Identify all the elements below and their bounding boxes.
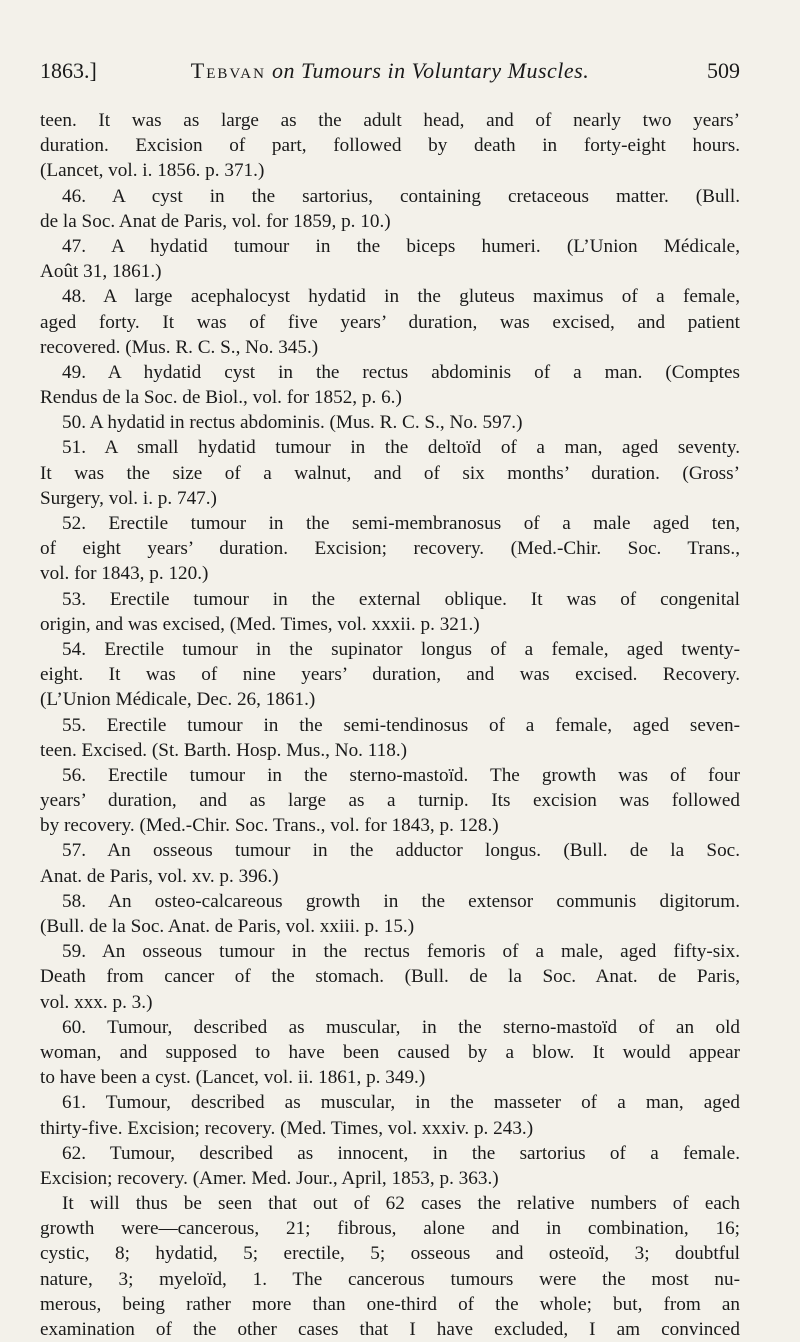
text-line: 58. An osteo-calcareous growth in the extensor communis digitorum. bbox=[62, 890, 740, 912]
text-line: woman, and supposed to have been caused by a blow. It would appear bbox=[40, 1041, 740, 1063]
text-line: merous, being rather more than one-third of the whole; but, from an bbox=[40, 1293, 740, 1315]
text-line: 51. A small hydatid tumour in the deltoïd of a man, aged seventy. bbox=[62, 437, 740, 459]
text-line: 50. A hydatid in rectus abdominis. (Mus. R. C. S., No. 597.) bbox=[62, 412, 523, 434]
text-line: nature, 3; myeloïd, 1. The cancerous tumours were the most nu- bbox=[40, 1268, 740, 1290]
text-line: thirty-five. Excision; recovery. (Med. Times, vol. xxxiv. p. 243.) bbox=[40, 1117, 534, 1139]
text-line: 57. An osseous tumour in the adductor longus. (Bull. de la Soc. bbox=[62, 840, 740, 862]
text-line: Anat. de Paris, vol. xv. p. 396.) bbox=[40, 865, 279, 887]
text-line: eight. It was of nine years’ duration, and was excised. Recovery. bbox=[40, 664, 740, 686]
text-line: 47. A hydatid tumour in the biceps humeri. (L’Union Médicale, bbox=[62, 235, 740, 257]
text-line: cystic, 8; hydatid, 5; erectile, 5; osseous and osteoïd, 3; doubtful bbox=[40, 1243, 740, 1265]
text-line: (Lancet, vol. i. 1856. p. 371.) bbox=[40, 160, 265, 182]
text-line: growth were—cancerous, 21; fibrous, alone and in combination, 16; bbox=[40, 1218, 740, 1240]
text-line: 62. Tumour, described as innocent, in the sartorius of a female. bbox=[62, 1142, 740, 1164]
text-line: 59. An osseous tumour in the rectus femoris of a male, aged fifty-six. bbox=[62, 941, 740, 963]
header-title bbox=[40, 58, 740, 84]
text-line: 53. Erectile tumour in the external oblique. It was of congenital bbox=[62, 588, 740, 610]
header-title-text: on Tumours in Voluntary Muscles. bbox=[265, 58, 590, 83]
text-line: teen. Excised. (St. Barth. Hosp. Mus., No. 118.) bbox=[40, 739, 408, 761]
text-line: by recovery. (Med.-Chir. Soc. Trans., vol. for 1843, p. 128.) bbox=[40, 815, 499, 837]
text-line: Surgery, vol. i. p. 747.) bbox=[40, 487, 217, 509]
text-line: recovered. (Mus. R. C. S., No. 345.) bbox=[40, 336, 319, 358]
page-number: 509 bbox=[707, 58, 740, 83]
text-line: vol. xxx. p. 3.) bbox=[40, 991, 153, 1013]
text-line: Death from cancer of the stomach. (Bull. de la Soc. Anat. de Paris, bbox=[40, 966, 740, 988]
text-line: Rendus de la Soc. de Biol., vol. for 1852, p. 6.) bbox=[40, 387, 402, 409]
text-line: 54. Erectile tumour in the supinator longus of a female, aged twenty- bbox=[62, 638, 740, 660]
text-line: 55. Erectile tumour in the semi-tendinosus of a female, aged seven- bbox=[62, 714, 740, 736]
text-line: teen. It was as large as the adult head, and of nearly two years’ bbox=[40, 110, 740, 131]
text-line: 56. Erectile tumour in the sterno-mastoïd. The growth was of four bbox=[62, 764, 740, 786]
text-line: 60. Tumour, described as muscular, in the sterno-mastoïd of an old bbox=[62, 1016, 740, 1038]
text-line: (L’Union Médicale, Dec. 26, 1861.) bbox=[40, 689, 316, 711]
text-line: years’ duration, and as large as a turnip. Its excision was followed bbox=[40, 790, 740, 812]
text-line: to have been a cyst. (Lancet, vol. ii. 1861, p. 349.) bbox=[40, 1067, 426, 1089]
header-author: Tebvan bbox=[190, 58, 266, 83]
text-line: vol. for 1843, p. 120.) bbox=[40, 563, 209, 585]
text-line: 61. Tumour, described as muscular, in the masseter of a man, aged bbox=[62, 1092, 740, 1114]
text-line: examination of the other cases that I have excluded, I am convinced bbox=[40, 1319, 740, 1340]
text-line: It will thus be seen that out of 62 cases the relative numbers of each bbox=[62, 1193, 740, 1215]
text-line: 49. A hydatid cyst in the rectus abdominis of a man. (Comptes bbox=[62, 361, 740, 383]
header-year: 1863.] bbox=[40, 58, 97, 83]
text-line: origin, and was excised, (Med. Times, vol. xxxii. p. 321.) bbox=[40, 613, 480, 635]
text-line: (Bull. de la Soc. Anat. de Paris, vol. xxiii. p. 15.) bbox=[40, 916, 415, 937]
text-line: 46. A cyst in the sartorius, containing cretaceous matter. (Bull. bbox=[62, 185, 740, 207]
text-line: It was the size of a walnut, and of six months’ duration. (Gross’ bbox=[40, 462, 740, 484]
text-line: of eight years’ duration. Excision; recovery. (Med.-Chir. Soc. Trans., bbox=[40, 538, 740, 560]
text-line: Août 31, 1861.) bbox=[40, 261, 162, 283]
text-line: 48. A large acephalocyst hydatid in the gluteus maximus of a female, bbox=[62, 286, 740, 308]
body-text bbox=[40, 108, 740, 1342]
running-header bbox=[40, 52, 740, 92]
text-line: de la Soc. Anat de Paris, vol. for 1859, p. 10.) bbox=[40, 210, 391, 232]
text-line: Excision; recovery. (Amer. Med. Jour., April, 1853, p. 363.) bbox=[40, 1167, 499, 1189]
text-line: duration. Excision of part, followed by death in forty-eight hours. bbox=[40, 135, 740, 157]
text-line: aged forty. It was of five years’ duration, was excised, and patient bbox=[40, 311, 740, 333]
text-line: 52. Erectile tumour in the semi-membranosus of a male aged ten, bbox=[62, 513, 740, 534]
